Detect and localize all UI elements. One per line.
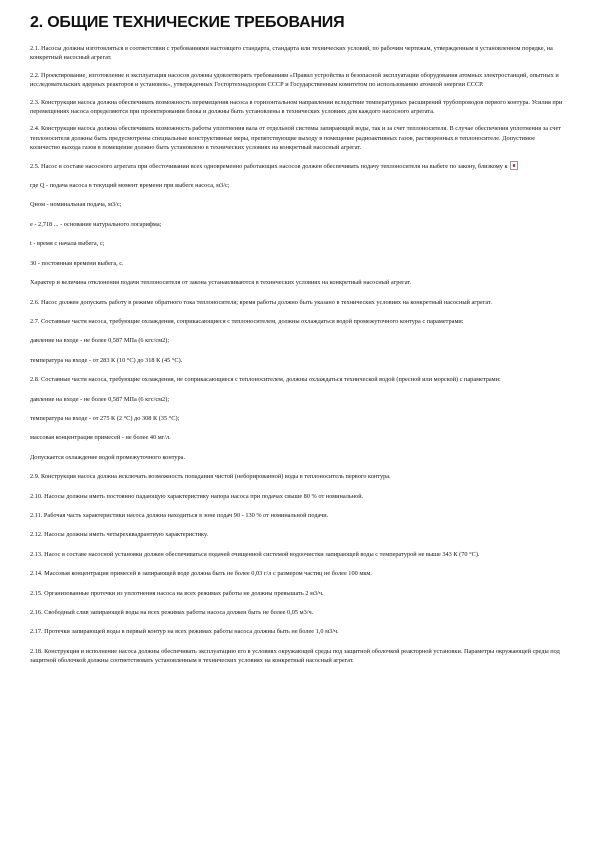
paragraph: давление на входе - не более 0,587 МПа (6 кгс/см2); [30,395,170,403]
broken-image-icon [510,161,518,170]
section-title: 2. ОБЩИЕ ТЕХНИЧЕСКИЕ ТРЕБОВАНИЯ [30,14,345,31]
paragraph: Допускается охлаждение водой промежуточного контура. [30,453,186,461]
paragraph: 2.16. Свободный слив запирающей воды на всех режимах работы насоса должен быть не более 0,05 м3/ч. [30,609,314,616]
paragraph: 2.12. Насосы должны иметь четырехквадрантную характеристику. [30,531,209,539]
paragraph: где Q - подача насоса в текущий момент времени при выбеге насоса, м3/с; [30,182,230,190]
paragraph: 2.18. Конструкция и исполнение насоса должны обеспечивать эксплуатацию его в условиях окружающей среды под защитной оболочкой реакторной установки. Параметры окружающей среды под защитной оболочкой должны соответствовать установленным в технических условиях на конкретный насосный агрегат. [30,647,560,665]
paragraph: 2.17. Протечки запирающей воды в первый контур на всех режимах работы насоса должны быть не более 1,0 м3/ч. [30,628,339,636]
paragraph: t - время с начала выбега, с; [30,240,105,248]
paragraph: 2.6. Насос должен допускать работу в режиме обратного тока теплоносителя; время работы должно быть указано в технических условиях на конкретный насосный агрегат. [30,298,492,306]
paragraph: e - 2,718 ... - основание натурального логарифма; [30,220,162,228]
paragraph: 2.8. Составные части насоса, требующие охлаждения, не соприкасающиеся с теплоносителем, должны охлаждаться технической водой (пресной или морской) с параметрами: [30,376,501,384]
paragraph: 2.2. Проектирование, изготовление и эксплуатация насосов должны удовлетворять требованиям «Правил устройства и безопасной эксплуатации оборудования атомных электростанций, опытных и исследовательских ядерных реакторов и установок», утвержденных Госгортехнадзором СССР и Государственным комитетом по использованию атомной энергии СССР. [30,71,559,89]
paragraph: давление на входе - не более 0,587 МПа (6 кгс/см2); [30,337,170,345]
paragraph: температура на входе - от 283 К (10 °С) до 318 К (45 °С). [30,356,183,364]
paragraph: Qном - номинальная подача, м3/с; [30,201,122,209]
paragraph: массовая концентрация примесей - не более 40 мг/л. [30,434,171,442]
paragraph: 2.5. Насос в составе насосного агрегата при обесточивании всех одновременно работающих насосов должен обеспечивать подачу теплоносителя на выбеге по закону, близкому к [30,161,565,171]
paragraph: 2.4. Конструкция насоса должна обеспечивать возможность работы уплотнения вала от отдельной системы запирающей воды, так и за счет теплоносителя. В случае обеспечения уплотнения за счет теплоносителя должны быть предусмотрены специальные конструктивные меры, препятствующие выходу в помещение радиоактивных газов, растворенных в теплоносителе. Допустимое количество выхода газов в помещение должно быть установлено в технических условиях на конкретный насосный агрегат. [30,125,561,152]
paragraph: 2.9. Конструкция насоса должна исключать возможность попадания чистой (неборированной) воды в теплоноситель первого контура. [30,473,391,481]
paragraph: 2.3. Конструкция насоса должна обеспечивать возможность перемещения насоса в горизонтальном направлении вследствие температурных расширений трубопроводов первого контура. Усилия при перемещениях насоса определяются при проектировании блока и должны быть установлены в технических условиях для каждого насосного агрегата. [30,98,563,116]
paragraph: 2.15. Организованные протечки из уплотнения насоса на всех режимах работы не должны превышать 2 м3/ч. [30,589,324,597]
paragraph: 2.1. Насосы должны изготовляться в соответствии с требованиями настоящего стандарта, стандарта или технических условий, по рабочим чертежам, утвержденным в установленном порядке, на конкретный насосный агрегат. [30,45,553,62]
paragraph: 2.7. Составные части насоса, требующие охлаждения, соприкасающиеся с теплоносителем, должны охлаждаться водой промежуточного контура с параметрами: [30,317,464,325]
paragraph: Характер и величина отклонения подачи теплоносителя от закона устанавливаются в технических условиях на конкретный насосный агрегат. [30,279,412,287]
paragraph: 2.10. Насосы должны иметь постоянно падающую характеристику напора насоса при подачах свыше 80 % от номинальной. [30,492,364,500]
paragraph: 30 - постоянная времени выбега, с. [30,259,124,267]
paragraph: 2.11. Рабочая часть характеристики насоса должна находиться в зоне подач 90 - 130 % от номинальной подачи. [30,511,329,519]
paragraph: 2.14. Массовая концентрация примесей в запирающей воде должна быть не более 0,03 г/л с размером частиц не более 100 мкм. [30,570,372,578]
paragraph: 2.13. Насос в составе насосной установки должен обеспечиваться подачей очищенной системой водоочистки запирающей воды с температурой не выше 343 К (70 °С). [30,550,480,558]
paragraph: температура на входе - от 275 К (2 °С) до 308 К (35 °С); [30,414,180,422]
